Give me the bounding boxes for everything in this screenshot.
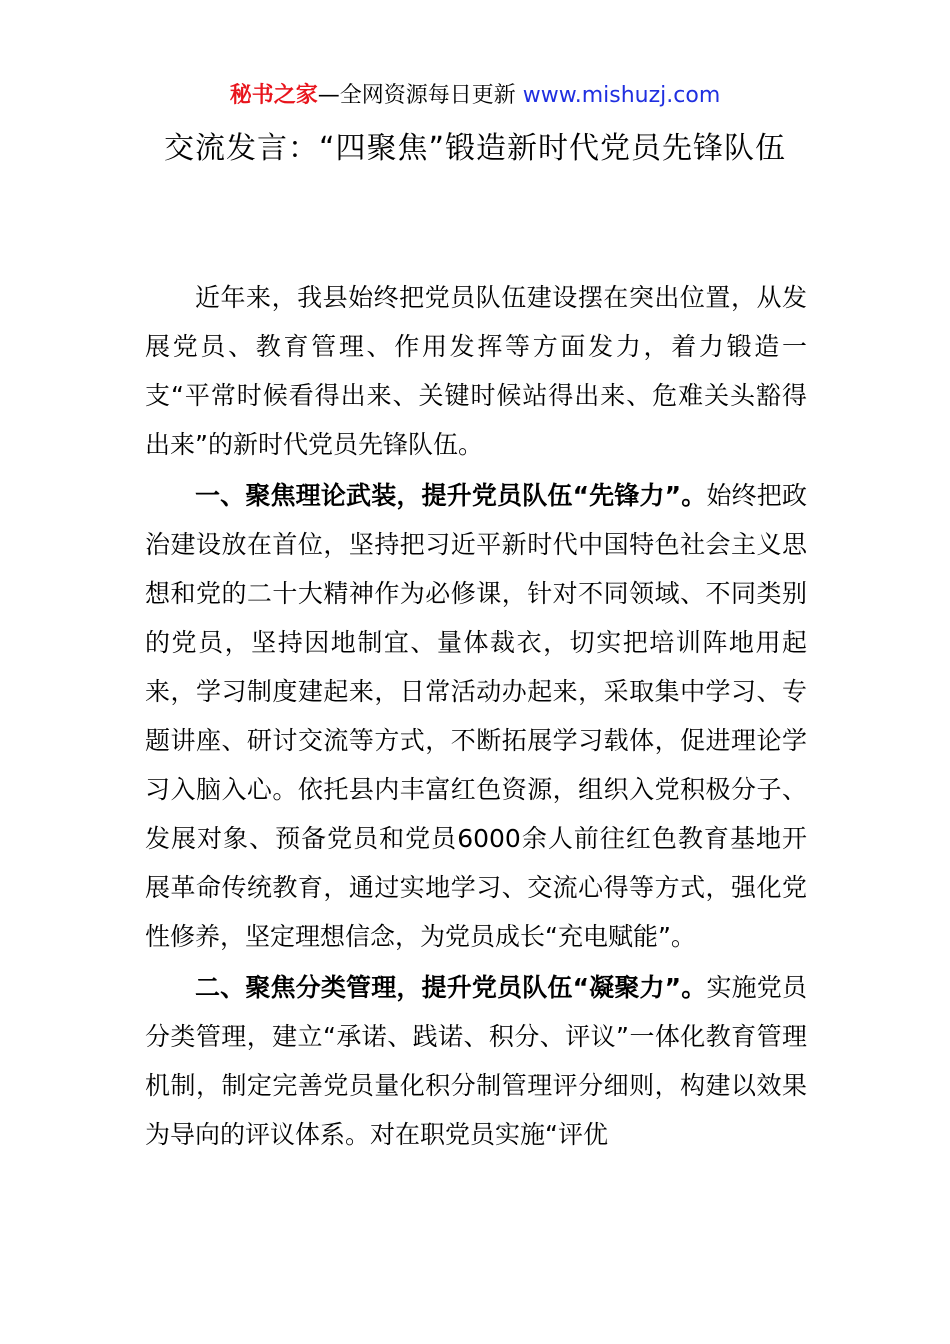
site-slogan: —全网资源每日更新 — [317, 83, 516, 108]
document-body — [145, 273, 807, 1161]
site-url-link[interactable]: www.mishuzj.com — [522, 83, 721, 108]
site-brand: 秘书之家 — [229, 83, 318, 108]
section-1-heading: 一、聚焦理论武装，提升党员队伍“先锋力”。 — [195, 481, 707, 510]
intro-paragraph: 近年来，我县始终把党员队伍建设摆在突出位置，从发展党员、教育管理、作用发挥等方面发力，着力锻造一支“平常时候看得出来、关键时候站得出来、危难关头豁得出来”的新时代党员先锋队伍。 — [145, 283, 807, 459]
section-1-text: 始终把政治建设放在首位，坚持把习近平新时代中国特色社会主义思想和党的二十大精神作为必修课，针对不同领域、不同类别的党员，坚持因地制宜、量体裁衣，切实把培训阵地用起来，学习制度建起来，日常活动办起来，采取集中学习、专题讲座、研讨交流等方式，不断拓展学习载体，促进理论学习入脑入心。依托县内丰富红色资源，组织入党积极分子、发展对象、预备党员和党员6000余人前往红色教育基地开展革命传统教育，通过实地学习、交流心得等方式，强化党性修养，坚定理想信念，为党员成长“充电赋能”。 — [145, 481, 807, 951]
section-2-heading: 二、聚焦分类管理，提升党员队伍“凝聚力”。 — [195, 973, 707, 1002]
section-2-text: 实施党员分类管理，建立“承诺、践诺、积分、评议”一体化教育管理机制，制定完善党员量化积分制管理评分细则，构建以效果为导向的评议体系。对在职党员实施“评优 — [145, 973, 807, 1149]
document-title: 交流发言：“四聚焦”锻造新时代党员先锋队伍 — [163, 131, 787, 166]
section-2-paragraph — [145, 963, 807, 1159]
site-header — [0, 80, 950, 112]
section-1-paragraph — [145, 471, 807, 961]
